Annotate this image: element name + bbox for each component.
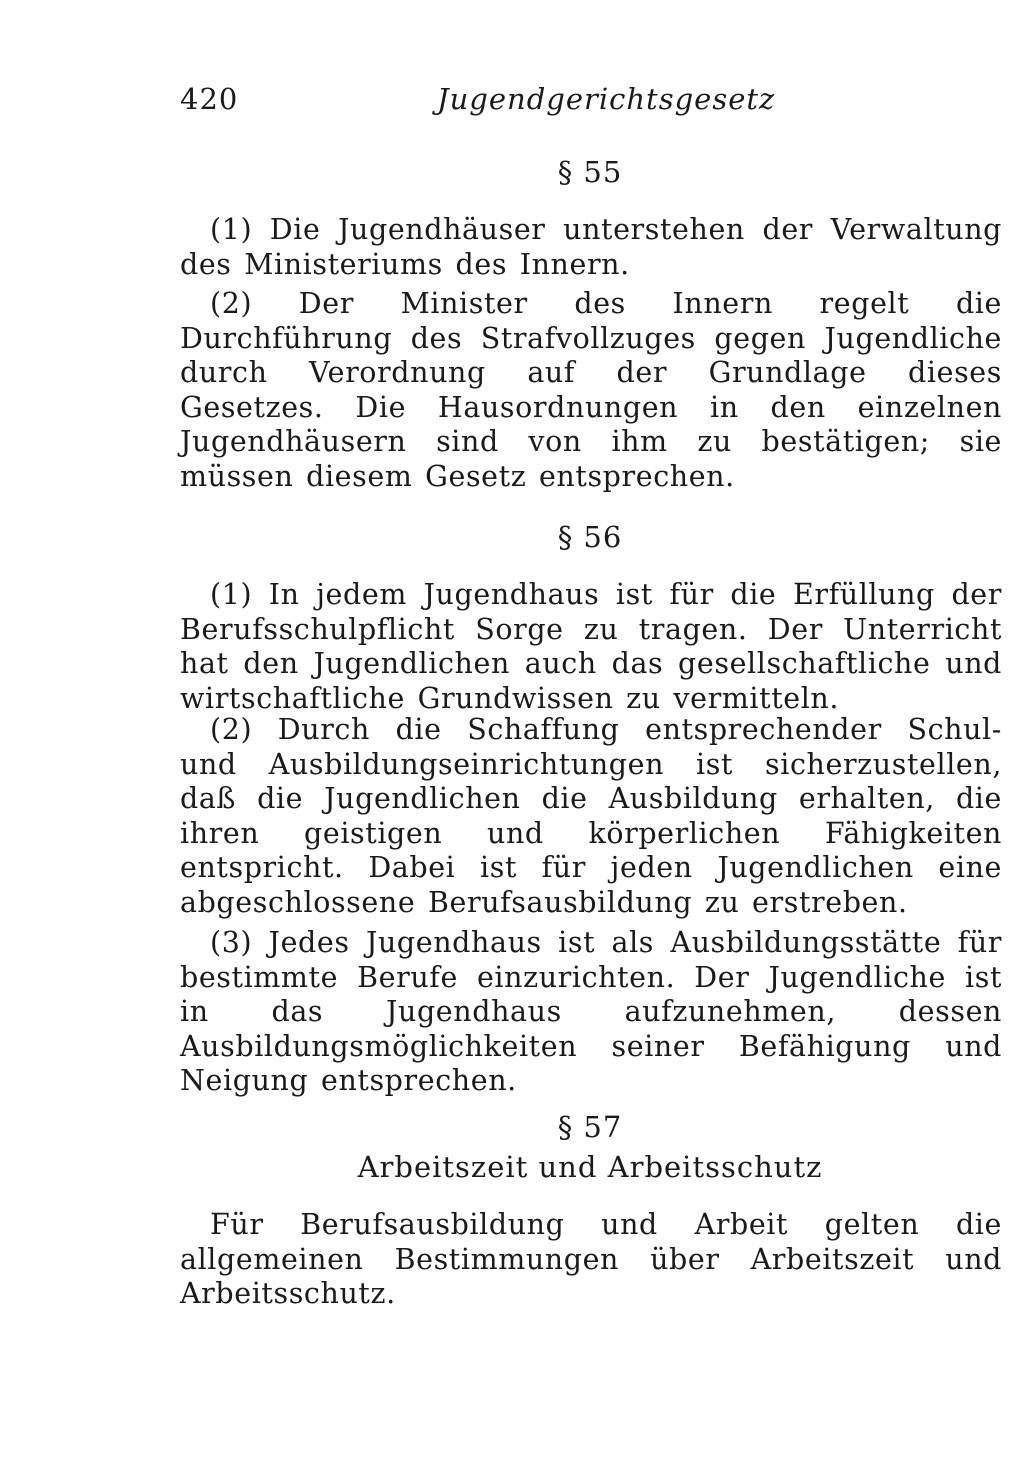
paragraph-56-1: [180, 578, 1002, 716]
paragraph-text: (2) Der Minister des Innern regelt die Durchführung des Strafvollzuges gegen Jugendliche durch Verordnung auf der Grundlage dieses Gesetzes. Die Hausordnungen in den einzelnen Jugendhäusern sind von ihm zu bestätigen; sie müssen diesem Gesetz entsprechen.: [180, 287, 1002, 493]
running-title: Jugendgerichtsgesetz: [437, 82, 776, 116]
paragraph-text: (1) In jedem Jugendhaus ist für die Erfüllung der Berufsschulpflicht Sorge zu tragen. Der Unterricht hat den Jugendlichen auch das gesellschaftliche und wirtschaftliche Grundwissen zu vermitteln.: [180, 578, 1002, 715]
paragraph-text: (2) Durch die Schaffung entsprechender Schul- und Ausbildungseinrichtungen ist sicherzustellen, daß die Jugendlichen die Ausbildung erhalten, die ihren geistigen und körperlichen Fähigkeiten entspricht. Dabei ist für jeden Jugendlichen eine abgeschlossene Berufsausbildung zu erstreben.: [180, 713, 1002, 919]
running-head: [180, 82, 1000, 122]
section-mark-57: § 57: [557, 1110, 623, 1144]
paragraph-text: (3) Jedes Jugendhaus ist als Ausbildungsstätte für bestimmte Berufe einzurichten. Der Jugendliche ist in das Jugendhaus aufzunehmen, dessen Ausbildungsmöglichkeiten seiner Befähigung und Neigung entsprechen.: [180, 926, 1002, 1097]
paragraph-57-1: [180, 1208, 1002, 1312]
section-title-57: Arbeitszeit und Arbeitsschutz: [357, 1150, 823, 1184]
paragraph-text: (1) Die Jugendhäuser unterstehen der Verwaltung des Ministeriums des Innern.: [180, 213, 1002, 281]
paragraph-56-2: [180, 713, 1002, 920]
paragraph-55-2: [180, 287, 1002, 494]
page-number: 420: [180, 82, 239, 116]
paragraph-55-1: [180, 213, 1002, 282]
section-mark-56: § 56: [557, 520, 623, 554]
paragraph-text: Für Berufsausbildung und Arbeit gelten die allgemeinen Bestimmungen über Arbeitszeit und Arbeitsschutz.: [180, 1208, 1002, 1310]
paragraph-56-3: [180, 926, 1002, 1099]
section-mark-55: § 55: [557, 155, 623, 189]
